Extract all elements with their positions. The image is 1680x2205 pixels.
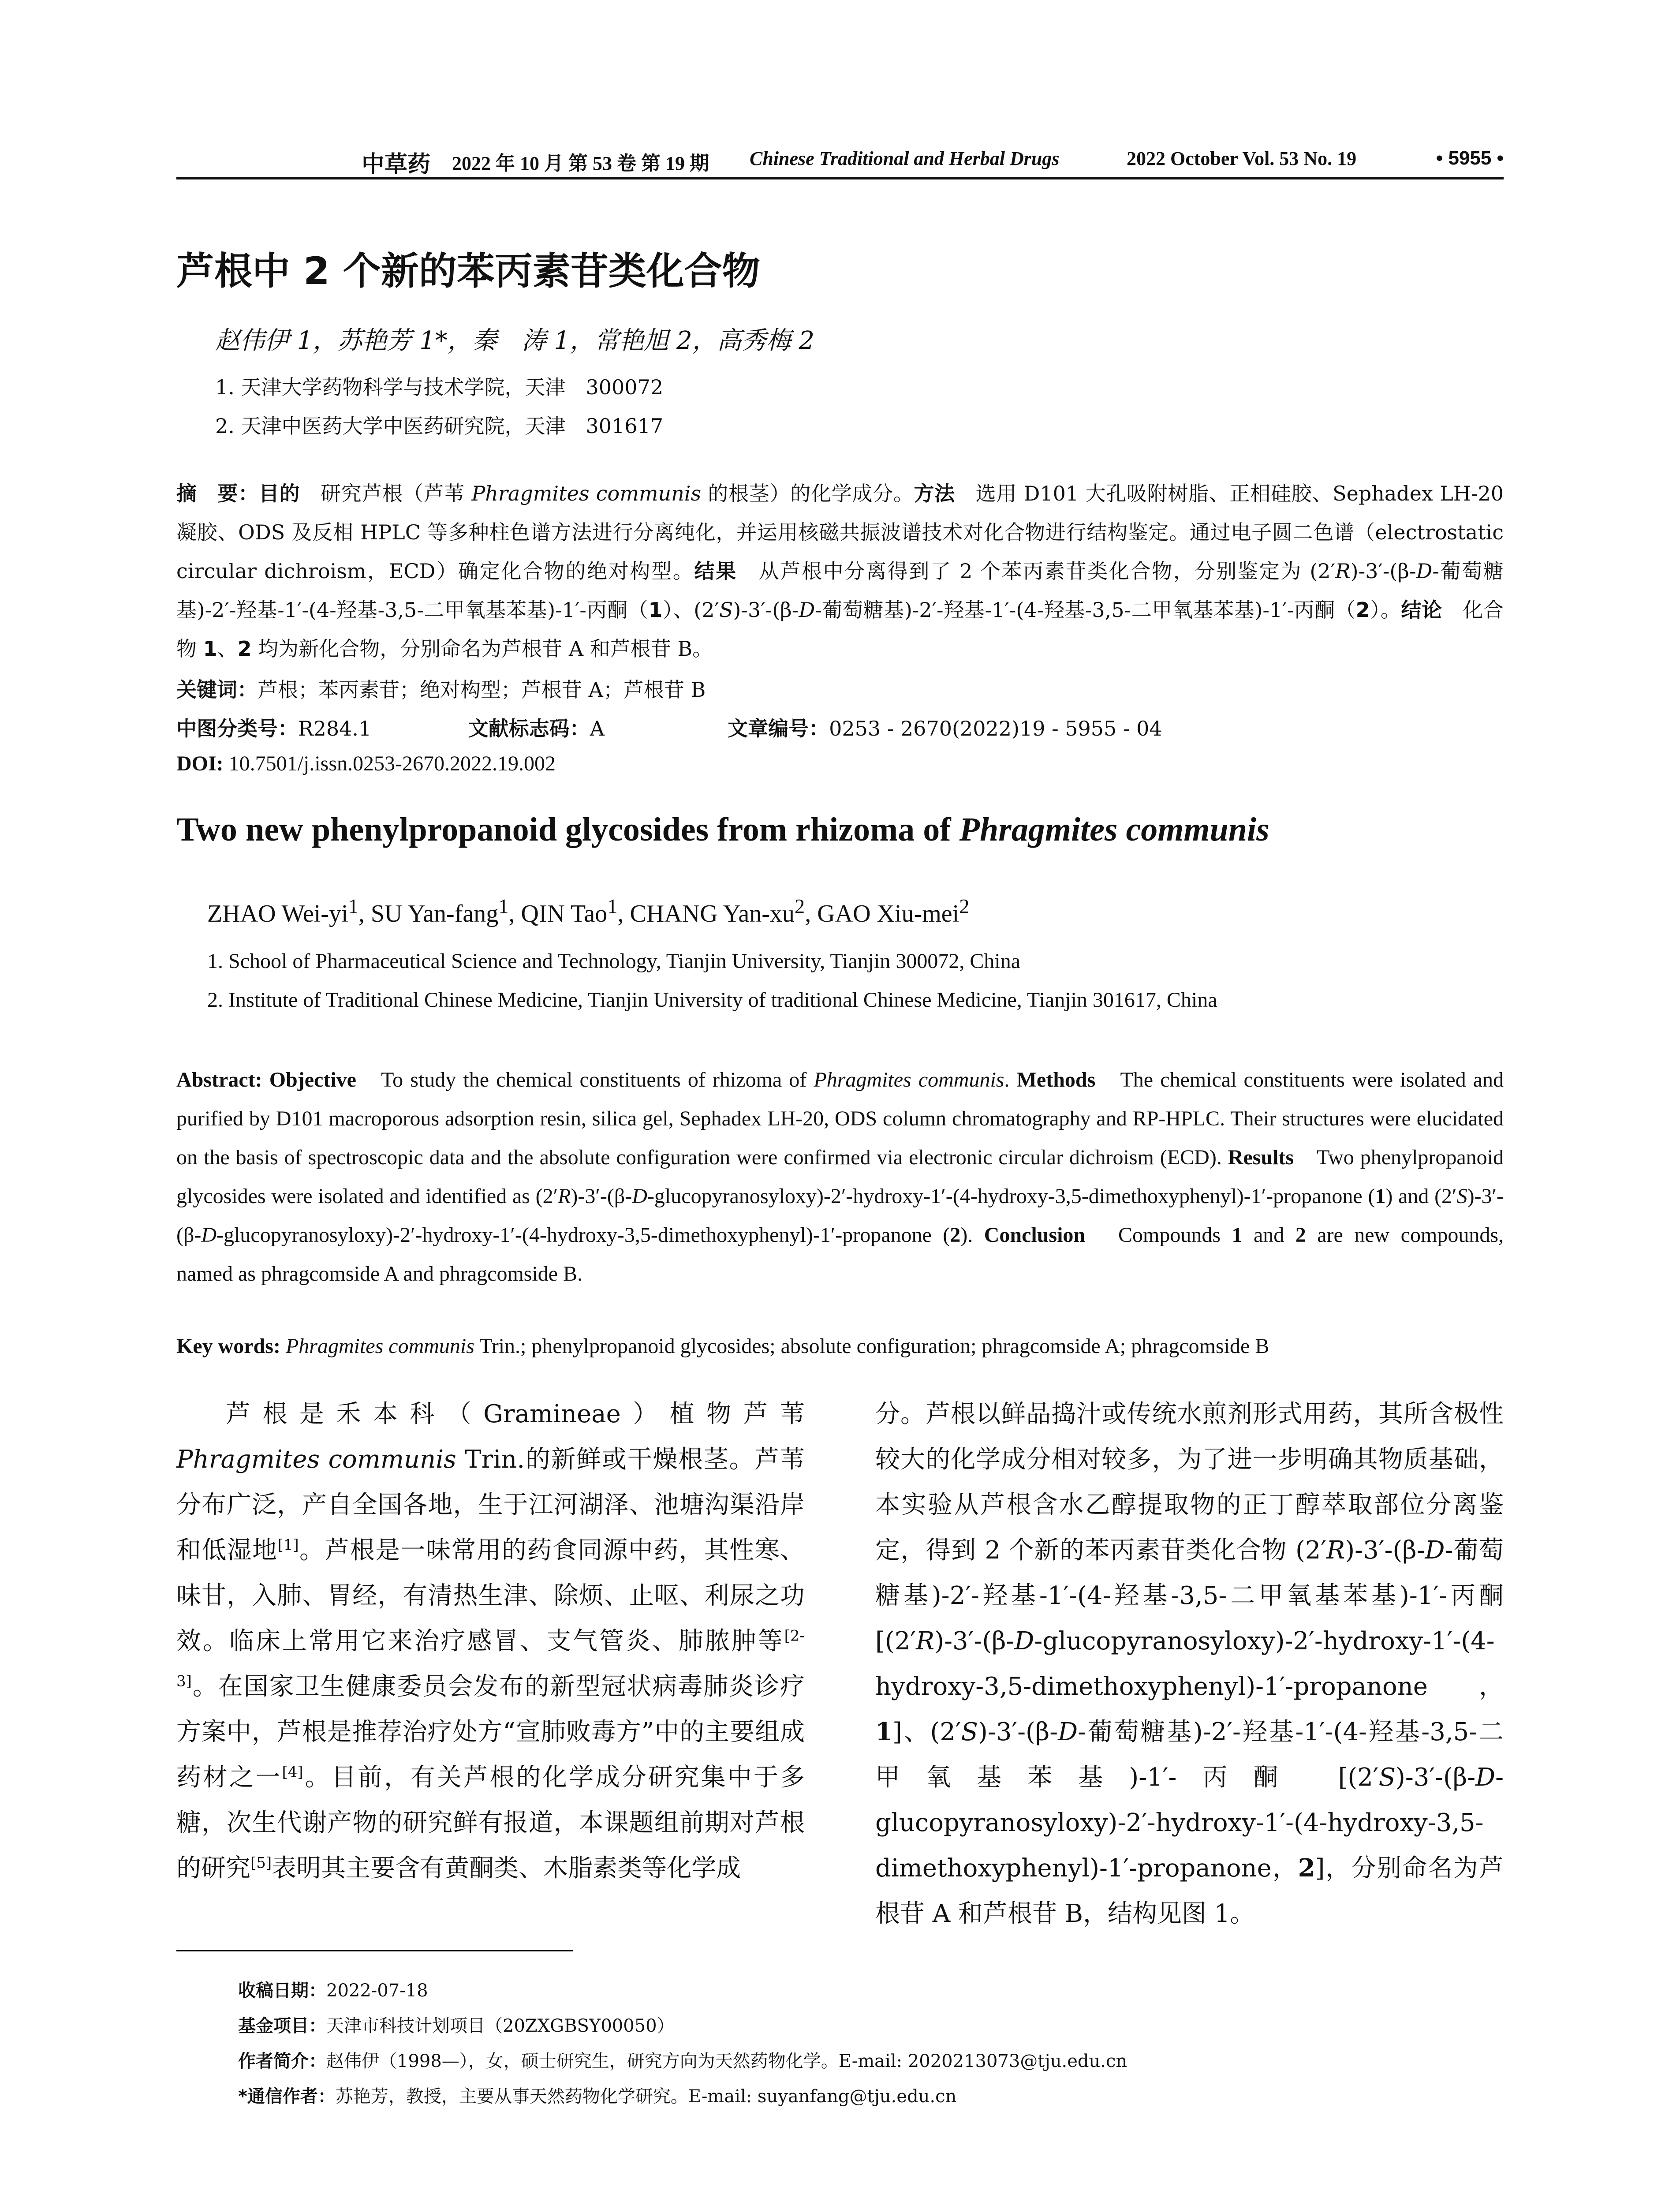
page-number: • 5955 • [1436, 147, 1504, 169]
doc-code-label: 文献标志码： [468, 717, 590, 740]
title-en-species: Phragmites communis [959, 811, 1269, 848]
footnote-corresponding [238, 2082, 956, 2108]
doi-value: 10.7501/j.issn.0253-2670.2022.19.002 [228, 752, 556, 775]
footnote-label: 收稿日期： [238, 1981, 326, 2001]
keywords-en-species: Phragmites communis [285, 1334, 474, 1358]
abstract-en: Abstract: Objective To study the chemical constituents of rhizoma of Phragmites communis. Methods The chemical constituents were isolated and purified by D101 macroporous adsorption resin, silica gel, Sephadex LH-20, ODS column chromatography and RP-HPLC. Their structures were elucidated on the basis of spectroscopic data and the absolute configuration were confirmed via electronic circular dichroism (ECD). Results Two phenylpropanoid glycosides were isolated and identified as (2′R)-3′-(β-D-glucopyranosyloxy)-2′-hydroxy-1′-(4-hydroxy-3,5-dimethoxyphenyl)-1′-propanone (1) and (2′S)-3′-(β-D-glucopyranosyloxy)-2′-hydroxy-1′-(4-hydroxy-3,5-dimethoxyphenyl)-1′-propanone (2). Conclusion Compounds 1 and 2 are new compounds, named as phragcomside A and phragcomside B. [176, 1068, 1504, 1286]
clc-value: R284.1 [298, 717, 372, 740]
title-en-plain: Two new phenylpropanoid glycosides from rhizoma of [176, 811, 959, 848]
article-no-value: 0253 - 2670(2022)19 - 5955 - 04 [829, 717, 1162, 740]
article-title-en [176, 811, 1269, 849]
footnote-author-bio [238, 2047, 1127, 2072]
doi-line [176, 751, 556, 776]
author-list-cn: 赵伟伊 1，苏艳芳 1*，秦 涛 1，常艳旭 2，高秀梅 2 [215, 326, 815, 355]
journal-name-en: Chinese Traditional and Herbal Drugs [750, 148, 1060, 169]
journal-name-cn: 中草药 [362, 152, 431, 177]
footnote-text: 苏艳芳，教授，主要从事天然药物化学研究。E-mail: suyanfang@tju.edu.cn [335, 2086, 957, 2107]
doc-code-value: A [590, 717, 605, 740]
footnote-received [238, 1977, 428, 2002]
footnote-label: 基金项目： [238, 2016, 326, 2036]
affiliation-en-2: 2. Institute of Traditional Chinese Medicine, Tianjin University of traditional Chinese Medicine, Tianjin 301617, China [207, 988, 1217, 1012]
running-header [176, 138, 1504, 177]
keywords-en-text: Trin.; phenylpropanoid glycosides; absolute configuration; phragcomside A; phragcomside B [474, 1334, 1269, 1358]
body-paragraph: 芦根是禾本科（Gramineae）植物芦苇 Phragmites communis Trin.的新鲜或干燥根茎。芦苇分布广泛，产自全国各地，生于江河湖泽、池塘沟渠沿岸和低湿地[1]。芦根是一味常用的药食同源中药，其性寒、味甘，入肺、胃经，有清热生津、除烦、止呕、利尿之功效。临床上常用它来治疗感冒、支气管炎、肺脓肿等[2-3]。在国家卫生健康委员会发布的新型冠状病毒肺炎诊疗方案中，芦根是推荐治疗处方“宣肺败毒方”中的主要组成药材之一[4]。目前，有关芦根的化学成分研究集中于多糖，次生代谢产物的研究鲜有报道，本课题组前期对芦根的研究[5]表明其主要含有黄酮类、木脂素类等化学成 [176, 1400, 805, 1883]
footnote-text: 赵伟伊（1998—），女，硕士研究生，研究方向为天然药物化学。E-mail: 2020213073@tju.edu.cn [326, 2051, 1127, 2071]
footnote-funding [238, 2012, 675, 2037]
keywords-en-label: Key words: [176, 1334, 280, 1358]
affiliation-en-1: 1. School of Pharmaceutical Science and Technology, Tianjin University, Tianjin 300072, China [207, 949, 1020, 973]
keywords-cn: 关键词：芦根；苯丙素苷；绝对构型；芦根苷 A；芦根苷 B [176, 678, 706, 702]
issue-info-en: 2022 October Vol. 53 No. 19 [1127, 148, 1357, 169]
footnote-label: *通信作者： [238, 2086, 336, 2107]
body-column-left [176, 1391, 805, 1891]
article-title-cn: 芦根中 2 个新的苯丙素苷类化合物 [176, 249, 760, 293]
abstract-cn: 摘 要：目的 研究芦根（芦苇 Phragmites communis 的根茎）的化学成分。方法 选用 D101 大孔吸附树脂、正相硅胶、Sephadex LH-20 凝胶、ODS 及反相 HPLC 等多种柱色谱方法进行分离纯化，并运用核磁共振波谱技术对化合物进行结构鉴定。通过电子圆二色谱（electrostatic circular dichroism，ECD）确定化合物的绝对构型。结果 从芦根中分离得到了 2 个苯丙素苷类化合物，分别鉴定为 (2′R)-3′-(β-D-葡萄糖基)-2′-羟基-1′-(4-羟基-3,5-二甲氧基苯基)-1′-丙酮（1）、(2′S)-3′-(β-D-葡萄糖基)-2′-羟基-1′-(4-羟基-3,5-二甲氧基苯基)-1′-丙酮（2）。结论 化合物 1、2 均为新化合物，分别命名为芦根苷 A 和芦根苷 B。 [176, 482, 1504, 661]
classification-line [176, 713, 1162, 742]
doi-label: DOI: [176, 752, 224, 775]
author-list-en: ZHAO Wei-$yi^1$, SU Yan-fang$^1$, QIN Tao$^1$, CHANG Yan-$xu^2$, GAO Xiu-mei$^2$ [207, 895, 970, 927]
footnote-text: 天津市科技计划项目（20ZXGBSY00050） [326, 2016, 675, 2036]
keywords-cn-text: 芦根；苯丙素苷；绝对构型；芦根苷 A；芦根苷 B [258, 678, 706, 702]
body-paragraph: 分。芦根以鲜品捣汁或传统水煎剂形式用药，其所含极性较大的化学成分相对较多，为了进一步明确其物质基础，本实验从芦根含水乙醇提取物的正丁醇萃取部位分离鉴定，得到 2 个新的苯丙素苷类化合物 (2′R)-3′-(β-D-葡萄糖基)-2′-羟基-1′-(4-羟基-3,5-二甲氧基苯基)-1′-丙酮 [(2′R)-3′-(β-D-glucopyranosyloxy)-2′-hydroxy-1′-(4-hydroxy-3,5-dimethoxyphenyl)-1′-propanone，1]、(2′S)-3′-(β-D-葡萄糖基)-2′-羟基-1′-(4-羟基-3,5-二甲氧基苯基)-1′-丙酮 [(2′S)-3′-(β-D-glucopyranosyloxy)-2′-hydroxy-1′-(4-hydroxy-3,5-dimethoxyphenyl)-1′-propanone，2]，分别命名为芦根苷 A 和芦根苷 B，结构见图 1。 [875, 1400, 1504, 1928]
affiliation-cn-2: 2. 天津中医药大学中医药研究院，天津 301617 [215, 414, 664, 438]
footnote-label: 作者简介： [238, 2051, 326, 2071]
clc-label: 中图分类号： [176, 717, 298, 740]
affiliation-cn-1: 1. 天津大学药物科学与技术学院，天津 300072 [215, 375, 664, 399]
footnote-rule [176, 1950, 573, 1951]
keywords-en [176, 1334, 1269, 1358]
article-no-label: 文章编号： [728, 717, 829, 740]
body-column-right [875, 1391, 1504, 1936]
issue-info-cn: 2022 年 10 月 第 53 卷 第 19 期 [452, 153, 709, 174]
footnote-text: 2022-07-18 [326, 1981, 428, 2001]
header-rule [176, 177, 1504, 179]
